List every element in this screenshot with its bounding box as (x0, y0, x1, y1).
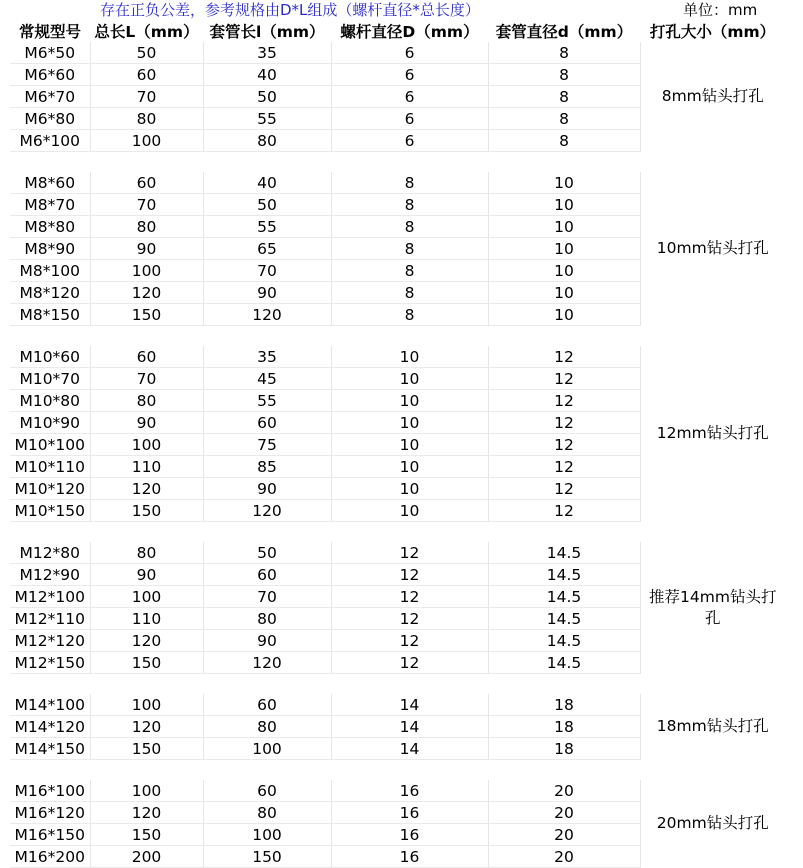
cell-bolt-diameter: 16 (331, 780, 488, 802)
cell-sleeve-diameter: 14.5 (488, 564, 640, 586)
cell-bolt-diameter: 8 (331, 216, 488, 238)
cell-bolt-diameter: 6 (331, 86, 488, 108)
cell-sleeve-diameter: 14.5 (488, 630, 640, 652)
drill-size-cell (640, 542, 785, 674)
cell-sleeve-diameter: 12 (488, 500, 640, 522)
cell-bolt-diameter: 10 (331, 456, 488, 478)
header-sleeve-length: 套管长l（mm） (209, 23, 325, 41)
cell-model: M10*60 (10, 346, 90, 368)
cell-sleeve-length: 55 (203, 108, 331, 130)
cell-sleeve-length: 40 (203, 64, 331, 86)
drill-size-label: 10mm钻头打孔 (656, 239, 769, 258)
cell-sleeve-length: 120 (203, 652, 331, 674)
header-sleeve-diameter: 套管直径d（mm） (495, 23, 633, 41)
cell-model: M10*80 (10, 390, 90, 412)
cell-bolt-diameter: 8 (331, 172, 488, 194)
cell-sleeve-diameter: 20 (488, 780, 640, 802)
cell-model: M12*80 (10, 542, 90, 564)
spacer-cell (10, 152, 785, 173)
cell-total-length: 60 (90, 346, 203, 368)
cell-bolt-diameter: 14 (331, 738, 488, 760)
cell-sleeve-length: 55 (203, 216, 331, 238)
cell-model: M12*100 (10, 586, 90, 608)
cell-total-length: 110 (90, 608, 203, 630)
cell-total-length: 70 (90, 368, 203, 390)
spacer-cell (10, 326, 785, 347)
drill-size-cell (640, 694, 785, 760)
cell-total-length: 70 (90, 86, 203, 108)
cell-model: M8*90 (10, 238, 90, 260)
cell-total-length: 150 (90, 304, 203, 326)
cell-model: M8*100 (10, 260, 90, 282)
cell-model: M6*80 (10, 108, 90, 130)
spacer-cell (10, 674, 785, 695)
cell-bolt-diameter: 10 (331, 434, 488, 456)
cell-sleeve-length: 60 (203, 694, 331, 716)
cell-sleeve-diameter: 8 (488, 108, 640, 130)
cell-sleeve-length: 85 (203, 456, 331, 478)
cell-total-length: 100 (90, 586, 203, 608)
cell-sleeve-length: 35 (203, 42, 331, 64)
cell-bolt-diameter: 10 (331, 412, 488, 434)
cell-model: M14*100 (10, 694, 90, 716)
table-row (10, 694, 785, 716)
cell-model: M14*150 (10, 738, 90, 760)
cell-sleeve-diameter: 14.5 (488, 608, 640, 630)
cell-bolt-diameter: 8 (331, 194, 488, 216)
cell-sleeve-diameter: 12 (488, 368, 640, 390)
cell-model: M16*150 (10, 824, 90, 846)
cell-model: M6*50 (10, 42, 90, 64)
cell-bolt-diameter: 12 (331, 542, 488, 564)
cell-bolt-diameter: 12 (331, 652, 488, 674)
cell-sleeve-length: 45 (203, 368, 331, 390)
cell-sleeve-length: 35 (203, 346, 331, 368)
tolerance-note: 存在正负公差，参考规格由D*L组成（螺杆直径*总长度） (100, 1, 480, 19)
cell-sleeve-diameter: 20 (488, 846, 640, 868)
cell-sleeve-length: 60 (203, 780, 331, 802)
cell-bolt-diameter: 10 (331, 478, 488, 500)
cell-total-length: 90 (90, 238, 203, 260)
drill-size-label: 12mm钻头打孔 (656, 424, 769, 443)
cell-sleeve-diameter: 8 (488, 86, 640, 108)
cell-bolt-diameter: 10 (331, 368, 488, 390)
cell-model: M8*60 (10, 172, 90, 194)
cell-sleeve-length: 120 (203, 304, 331, 326)
table-row (10, 42, 785, 64)
table-row (10, 172, 785, 194)
cell-model: M16*100 (10, 780, 90, 802)
cell-sleeve-length: 80 (203, 716, 331, 738)
cell-sleeve-length: 60 (203, 412, 331, 434)
cell-bolt-diameter: 16 (331, 824, 488, 846)
cell-bolt-diameter: 10 (331, 390, 488, 412)
cell-sleeve-length: 40 (203, 172, 331, 194)
cell-sleeve-diameter: 10 (488, 260, 640, 282)
drill-size-label: 20mm钻头打孔 (656, 814, 769, 833)
table-row (10, 542, 785, 564)
cell-sleeve-length: 100 (203, 824, 331, 846)
cell-sleeve-diameter: 10 (488, 282, 640, 304)
table-header-row (10, 20, 785, 42)
cell-total-length: 80 (90, 216, 203, 238)
cell-sleeve-length: 80 (203, 608, 331, 630)
cell-bolt-diameter: 10 (331, 500, 488, 522)
cell-sleeve-length: 60 (203, 564, 331, 586)
header-drill-size: 打孔大小（mm） (649, 23, 776, 41)
cell-bolt-diameter: 8 (331, 282, 488, 304)
cell-sleeve-length: 65 (203, 238, 331, 260)
cell-model: M16*120 (10, 802, 90, 824)
cell-bolt-diameter: 12 (331, 564, 488, 586)
cell-total-length: 150 (90, 652, 203, 674)
cell-total-length: 100 (90, 434, 203, 456)
cell-total-length: 60 (90, 64, 203, 86)
table-row (10, 780, 785, 802)
header-bolt-diameter: 螺杆直径D（mm） (340, 23, 479, 41)
cell-sleeve-diameter: 12 (488, 456, 640, 478)
cell-sleeve-diameter: 12 (488, 412, 640, 434)
cell-model: M10*90 (10, 412, 90, 434)
drill-size-label: 18mm钻头打孔 (656, 717, 769, 736)
cell-sleeve-length: 90 (203, 630, 331, 652)
cell-model: M16*200 (10, 846, 90, 868)
cell-model: M10*100 (10, 434, 90, 456)
cell-sleeve-length: 100 (203, 738, 331, 760)
cell-sleeve-diameter: 8 (488, 64, 640, 86)
cell-total-length: 90 (90, 412, 203, 434)
cell-sleeve-diameter: 10 (488, 216, 640, 238)
cell-total-length: 80 (90, 108, 203, 130)
cell-sleeve-diameter: 12 (488, 478, 640, 500)
group-spacer (10, 760, 785, 781)
cell-sleeve-length: 50 (203, 542, 331, 564)
spacer-cell (10, 522, 785, 543)
drill-size-cell (640, 346, 785, 522)
cell-sleeve-diameter: 8 (488, 42, 640, 64)
cell-bolt-diameter: 12 (331, 608, 488, 630)
cell-model: M8*120 (10, 282, 90, 304)
group-spacer (10, 152, 785, 173)
unit-label: 单位：mm (683, 1, 758, 19)
cell-model: M8*70 (10, 194, 90, 216)
spacer-cell (10, 760, 785, 781)
cell-sleeve-length: 120 (203, 500, 331, 522)
drill-size-label: 8mm钻头打孔 (661, 87, 764, 106)
drill-size-cell (640, 172, 785, 326)
cell-total-length: 80 (90, 390, 203, 412)
cell-bolt-diameter: 14 (331, 694, 488, 716)
group-spacer (10, 674, 785, 695)
cell-bolt-diameter: 8 (331, 304, 488, 326)
cell-bolt-diameter: 14 (331, 716, 488, 738)
cell-bolt-diameter: 6 (331, 130, 488, 152)
cell-total-length: 120 (90, 716, 203, 738)
cell-total-length: 150 (90, 824, 203, 846)
cell-model: M12*150 (10, 652, 90, 674)
cell-sleeve-diameter: 14.5 (488, 542, 640, 564)
cell-sleeve-length: 70 (203, 586, 331, 608)
cell-bolt-diameter: 8 (331, 238, 488, 260)
cell-total-length: 60 (90, 172, 203, 194)
cell-sleeve-length: 75 (203, 434, 331, 456)
cell-total-length: 100 (90, 130, 203, 152)
cell-bolt-diameter: 6 (331, 108, 488, 130)
cell-sleeve-length: 80 (203, 802, 331, 824)
cell-sleeve-diameter: 12 (488, 434, 640, 456)
table-body (10, 42, 785, 868)
cell-bolt-diameter: 16 (331, 846, 488, 868)
cell-model: M12*110 (10, 608, 90, 630)
group-spacer (10, 326, 785, 347)
cell-bolt-diameter: 6 (331, 42, 488, 64)
cell-sleeve-diameter: 10 (488, 172, 640, 194)
cell-sleeve-length: 90 (203, 282, 331, 304)
cell-bolt-diameter: 6 (331, 64, 488, 86)
group-spacer (10, 522, 785, 543)
cell-total-length: 70 (90, 194, 203, 216)
cell-model: M10*70 (10, 368, 90, 390)
cell-sleeve-diameter: 18 (488, 738, 640, 760)
cell-sleeve-length: 150 (203, 846, 331, 868)
cell-sleeve-diameter: 14.5 (488, 586, 640, 608)
cell-model: M12*90 (10, 564, 90, 586)
cell-model: M10*150 (10, 500, 90, 522)
cell-sleeve-diameter: 10 (488, 194, 640, 216)
drill-size-cell (640, 780, 785, 868)
cell-total-length: 120 (90, 802, 203, 824)
cell-total-length: 150 (90, 738, 203, 760)
cell-sleeve-length: 50 (203, 86, 331, 108)
drill-size-label: 推荐14mm钻头打孔 (649, 587, 777, 627)
cell-sleeve-diameter: 12 (488, 390, 640, 412)
cell-sleeve-length: 90 (203, 478, 331, 500)
cell-model: M14*120 (10, 716, 90, 738)
cell-model: M8*150 (10, 304, 90, 326)
cell-total-length: 120 (90, 282, 203, 304)
cell-sleeve-length: 50 (203, 194, 331, 216)
drill-size-cell (640, 42, 785, 152)
cell-total-length: 100 (90, 780, 203, 802)
cell-model: M10*110 (10, 456, 90, 478)
cell-total-length: 80 (90, 542, 203, 564)
cell-sleeve-diameter: 20 (488, 802, 640, 824)
cell-sleeve-diameter: 14.5 (488, 652, 640, 674)
cell-total-length: 120 (90, 630, 203, 652)
spec-table (10, 20, 785, 868)
cell-model: M6*70 (10, 86, 90, 108)
cell-sleeve-diameter: 12 (488, 346, 640, 368)
cell-sleeve-diameter: 18 (488, 694, 640, 716)
cell-bolt-diameter: 10 (331, 346, 488, 368)
cell-sleeve-length: 55 (203, 390, 331, 412)
cell-bolt-diameter: 12 (331, 586, 488, 608)
cell-total-length: 50 (90, 42, 203, 64)
cell-sleeve-diameter: 10 (488, 238, 640, 260)
cell-model: M8*80 (10, 216, 90, 238)
cell-sleeve-length: 80 (203, 130, 331, 152)
cell-total-length: 110 (90, 456, 203, 478)
cell-sleeve-diameter: 10 (488, 304, 640, 326)
header-model: 常规型号 (18, 23, 81, 41)
table-row (10, 346, 785, 368)
cell-total-length: 120 (90, 478, 203, 500)
header-total-length: 总长L（mm） (94, 23, 199, 41)
cell-sleeve-length: 70 (203, 260, 331, 282)
cell-model: M10*120 (10, 478, 90, 500)
cell-sleeve-diameter: 20 (488, 824, 640, 846)
cell-total-length: 200 (90, 846, 203, 868)
cell-total-length: 90 (90, 564, 203, 586)
cell-total-length: 100 (90, 694, 203, 716)
cell-bolt-diameter: 12 (331, 630, 488, 652)
cell-bolt-diameter: 16 (331, 802, 488, 824)
cell-total-length: 100 (90, 260, 203, 282)
cell-bolt-diameter: 8 (331, 260, 488, 282)
cell-total-length: 150 (90, 500, 203, 522)
cell-model: M6*100 (10, 130, 90, 152)
cell-model: M6*60 (10, 64, 90, 86)
cell-sleeve-diameter: 18 (488, 716, 640, 738)
cell-model: M12*120 (10, 630, 90, 652)
cell-sleeve-diameter: 8 (488, 130, 640, 152)
